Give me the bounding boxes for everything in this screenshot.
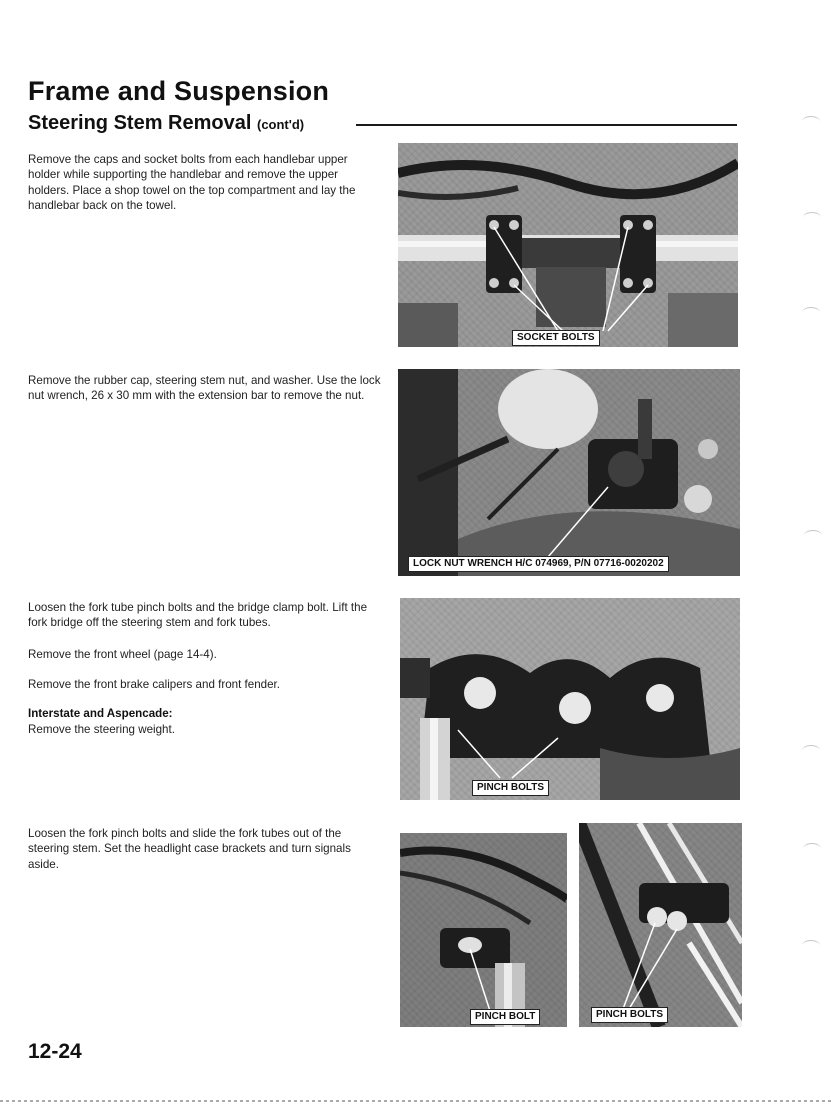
fork-bridge-pinch-bolts-photo (400, 598, 740, 800)
margin-mark (803, 212, 821, 223)
margin-mark (803, 843, 821, 854)
title-rule (356, 124, 737, 126)
step-3-text-3: Remove the front brake calipers and front fender. (28, 678, 280, 691)
margin-mark (802, 745, 820, 756)
fork-pinch-bolts-photo-right (579, 823, 742, 1027)
lock-nut-wrench-photo (398, 369, 740, 576)
pinch-bolts-right-callout: PINCH BOLTS (591, 1007, 668, 1023)
step-3-text-2: Remove the front wheel (page 14-4). (28, 648, 217, 661)
pinch-bolt-callout: PINCH BOLT (470, 1009, 540, 1025)
step-3-text-1: Loosen the fork tube pinch bolts and the bridge clamp bolt. Lift the fork bridge off the steering stem and fork tubes. (28, 601, 368, 630)
handlebar-socket-bolts-photo (398, 143, 738, 347)
step-2-text: Remove the rubber cap, steering stem nut, and washer. Use the lock nut wrench, 26 x 30 mm with the extension bar to remove the nut. (28, 374, 381, 403)
subsection-title-text: Steering Stem Removal (28, 112, 252, 134)
margin-mark (802, 116, 820, 127)
socket-bolts-callout: SOCKET BOLTS (512, 330, 600, 346)
step-3-note-text: Remove the steering weight. (28, 723, 175, 736)
page-number: 12-24 (28, 1040, 82, 1063)
subsection-title (28, 112, 304, 135)
step-4-text: Loosen the fork pinch bolts and slide the fork tubes out of the steering stem. Set the headlight case brackets and turn signals aside. (28, 827, 351, 871)
margin-mark (804, 530, 822, 541)
step-1-text: Remove the caps and socket bolts from each handlebar upper holder while supporting the handlebar and remove the upper holders. Place a shop towel on the top compartment and lay the handlebar back on the towel. (28, 153, 356, 213)
section-title: Frame and Suspension (28, 76, 330, 106)
lock-nut-wrench-callout: LOCK NUT WRENCH H/C 074969, P/N 07716-0020202 (408, 556, 669, 572)
margin-mark (802, 307, 820, 318)
margin-mark (802, 940, 820, 951)
scan-edge (0, 1100, 831, 1102)
step-3-note-heading: Interstate and Aspencade: (28, 707, 173, 720)
pinch-bolts-callout: PINCH BOLTS (472, 780, 549, 796)
fork-pinch-bolt-photo-left (400, 833, 567, 1027)
subsection-suffix: (cont'd) (256, 117, 305, 132)
